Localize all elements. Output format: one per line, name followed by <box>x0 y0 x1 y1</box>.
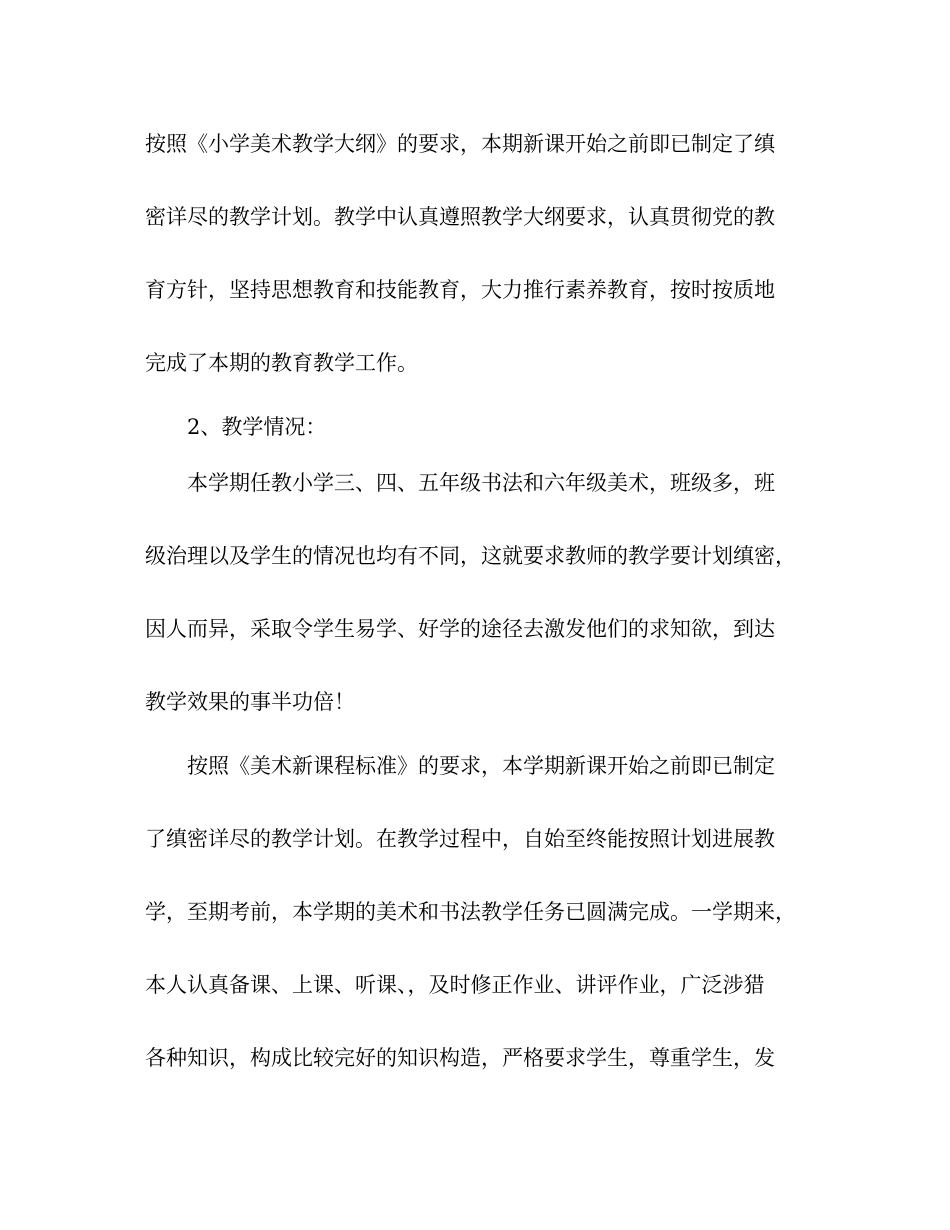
text-line-14: 各种知识，构成比较完好的知识构造，严格要求学生，尊重学生，发 <box>145 1046 775 1070</box>
text-line-12: 学，至期考前，本学期的美术和书法教学任务已圆满完成。一学期来， <box>145 900 796 924</box>
text-line-7: 级治理以及学生的情况也均有不同，这就要求教师的教学要计划缜密， <box>145 544 796 568</box>
text-line-2: 密详尽的教学计划。教学中认真遵照教学大纲要求，认真贯彻党的教 <box>145 205 775 229</box>
text-line-3: 育方针，坚持思想教育和技能教育，大力推行素养教育，按时按质地 <box>145 278 775 302</box>
text-line-10: 按照《美术新课程标准》的要求，本学期新课开始之前即已制定 <box>187 754 775 778</box>
text-line-1: 按照《小学美术教学大纲》的要求，本期新课开始之前即已制定了缜 <box>145 132 775 156</box>
text-line-13: 本人认真备课、上课、听课、，及时修正作业、讲评作业，广泛涉猎 <box>145 973 765 997</box>
text-line-11: 了缜密详尽的教学计划。在教学过程中，自始至终能按照计划进展教 <box>145 827 775 851</box>
text-line-6: 本学期任教小学三、四、五年级书法和六年级美术，班级多，班 <box>187 471 775 495</box>
section-heading: 2、教学情况： <box>187 415 327 439</box>
text-line-9: 教学效果的事半功倍！ <box>145 690 355 714</box>
text-line-4: 完成了本期的教育教学工作。 <box>145 351 418 375</box>
text-line-8: 因人而异，采取令学生易学、好学的途径去激发他们的求知欲，到达 <box>145 617 775 641</box>
